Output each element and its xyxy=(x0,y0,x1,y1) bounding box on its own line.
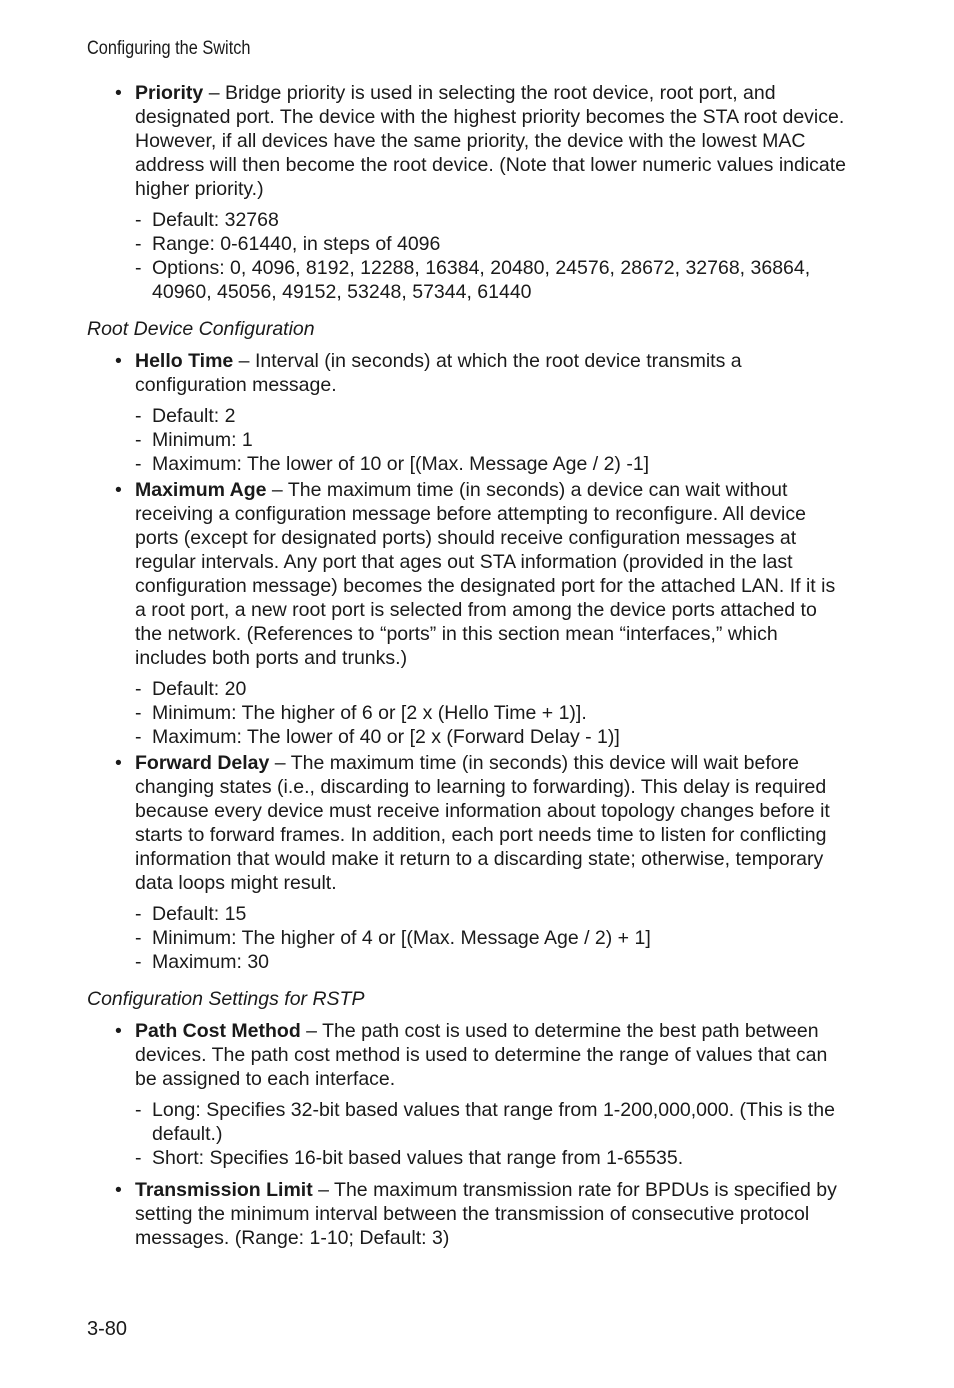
dash-marker: - xyxy=(135,1147,142,1169)
desc-path-cost-method: – The path cost is used to determine the best path between devices. The path cost method is used to determine the range of values that can be assigned to each interface. xyxy=(135,1020,828,1090)
bullet-dot: • xyxy=(115,1179,122,1201)
bullet-dot: • xyxy=(115,1020,122,1042)
bullet-dot: • xyxy=(115,82,122,104)
dash-marker: - xyxy=(135,1099,142,1121)
term-transmission-limit: Transmission Limit xyxy=(135,1179,313,1201)
term-maximum-age: Maximum Age xyxy=(135,479,267,501)
dash-marker: - xyxy=(135,726,142,748)
dash-marker: - xyxy=(135,678,142,700)
list-item: - Default: 20 xyxy=(135,678,247,700)
bullet-forward-delay xyxy=(87,751,847,974)
dash-marker: - xyxy=(135,951,142,973)
bullet-path-cost-method xyxy=(87,1019,847,1170)
desc-maximum-age: – The maximum time (in seconds) a device can wait without receiving a configuration message before attempting to reconfigure. All device ports (except for designated ports) should receive configuration messages at regular intervals. Any port that ages out STA information (provided in the last configuration message) becomes the designated port for the attached LAN. If it is a root port, a new root port is selected from among the device ports attached to the network. (References to “ports” in this section mean “interfaces,” which includes both ports and trunks.) xyxy=(135,479,836,669)
dash-marker: - xyxy=(135,453,142,475)
list-item: - Short: Specifies 16-bit based values that range from 1-65535. xyxy=(135,1147,684,1169)
dash-marker: - xyxy=(135,209,142,231)
list-item: - Range: 0-61440, in steps of 4096 xyxy=(135,233,441,255)
page-body xyxy=(87,81,847,1250)
term-priority: Priority xyxy=(135,82,204,104)
list-item: - Long: Specifies 32-bit based values that range from 1-200,000,000. (This is the default.) xyxy=(135,1099,835,1145)
running-header: Configuring the Switch xyxy=(87,38,251,59)
list-item: - Maximum: The lower of 10 or [(Max. Message Age / 2) -1] xyxy=(135,453,650,475)
dash-marker: - xyxy=(135,702,142,724)
forward-delay-list xyxy=(135,902,847,974)
desc-hello-time: – Interval (in seconds) at which the root device transmits a configuration message. xyxy=(135,350,742,396)
desc-forward-delay: – The maximum time (in seconds) this device will wait before changing states (i.e., discarding to learning to forwarding). This delay is required because every device must receive information about topology changes before it starts to forward frames. In addition, each port needs time to listen for conflicting information that would make it return to a discarding state; otherwise, temporary data loops might result. xyxy=(135,752,830,894)
bullet-priority xyxy=(87,81,847,304)
path-cost-list xyxy=(135,1098,847,1170)
list-item: - Minimum: The higher of 6 or [2 x (Hello Time + 1)]. xyxy=(135,702,587,724)
priority-list xyxy=(135,208,847,304)
list-item: - Default: 32768 xyxy=(135,209,279,231)
dash-marker: - xyxy=(135,405,142,427)
term-hello-time: Hello Time xyxy=(135,350,234,372)
bullet-maximum-age xyxy=(87,478,847,749)
dash-marker: - xyxy=(135,257,142,279)
bullet-dot: • xyxy=(115,479,122,501)
dash-marker: - xyxy=(135,429,142,451)
list-item: - Options: 0, 4096, 8192, 12288, 16384, 20480, 24576, 28672, 32768, 36864, 40960, 45056, 49152, 53248, 57344, 61440 xyxy=(135,257,811,303)
term-path-cost-method: Path Cost Method xyxy=(135,1020,301,1042)
dash-marker: - xyxy=(135,233,142,255)
list-item: - Default: 15 xyxy=(135,903,247,925)
desc-priority: – Bridge priority is used in selecting the root device, root port, and designated port. The device with the highest priority becomes the STA root device. However, if all devices have the same priority, the device with the lowest MAC address will then become the root device. (Note that lower numeric values indicate higher priority.) xyxy=(135,82,847,200)
dash-marker: - xyxy=(135,927,142,949)
list-item: - Default: 2 xyxy=(135,405,236,427)
bullet-transmission-limit xyxy=(87,1178,847,1250)
term-forward-delay: Forward Delay xyxy=(135,752,270,774)
bullet-dot: • xyxy=(115,752,122,774)
list-item: - Minimum: 1 xyxy=(135,429,253,451)
hello-time-list xyxy=(135,404,847,476)
maximum-age-list xyxy=(135,677,847,749)
page-number: 3-80 xyxy=(87,1318,128,1340)
bullet-dot: • xyxy=(115,350,122,372)
bullet-hello-time xyxy=(87,349,847,476)
section-heading-root: Root Device Configuration xyxy=(87,318,315,340)
list-item: - Minimum: The higher of 4 or [(Max. Message Age / 2) + 1] xyxy=(135,927,651,949)
desc-transmission-limit: – The maximum transmission rate for BPDUs is specified by setting the minimum interval between the transmission of consecutive protocol messages. (Range: 1-10; Default: 3) xyxy=(135,1179,837,1249)
dash-marker: - xyxy=(135,903,142,925)
list-item: - Maximum: The lower of 40 or [2 x (Forward Delay - 1)] xyxy=(135,726,620,748)
list-item: - Maximum: 30 xyxy=(135,951,270,973)
section-heading-rstp: Configuration Settings for RSTP xyxy=(87,988,365,1010)
